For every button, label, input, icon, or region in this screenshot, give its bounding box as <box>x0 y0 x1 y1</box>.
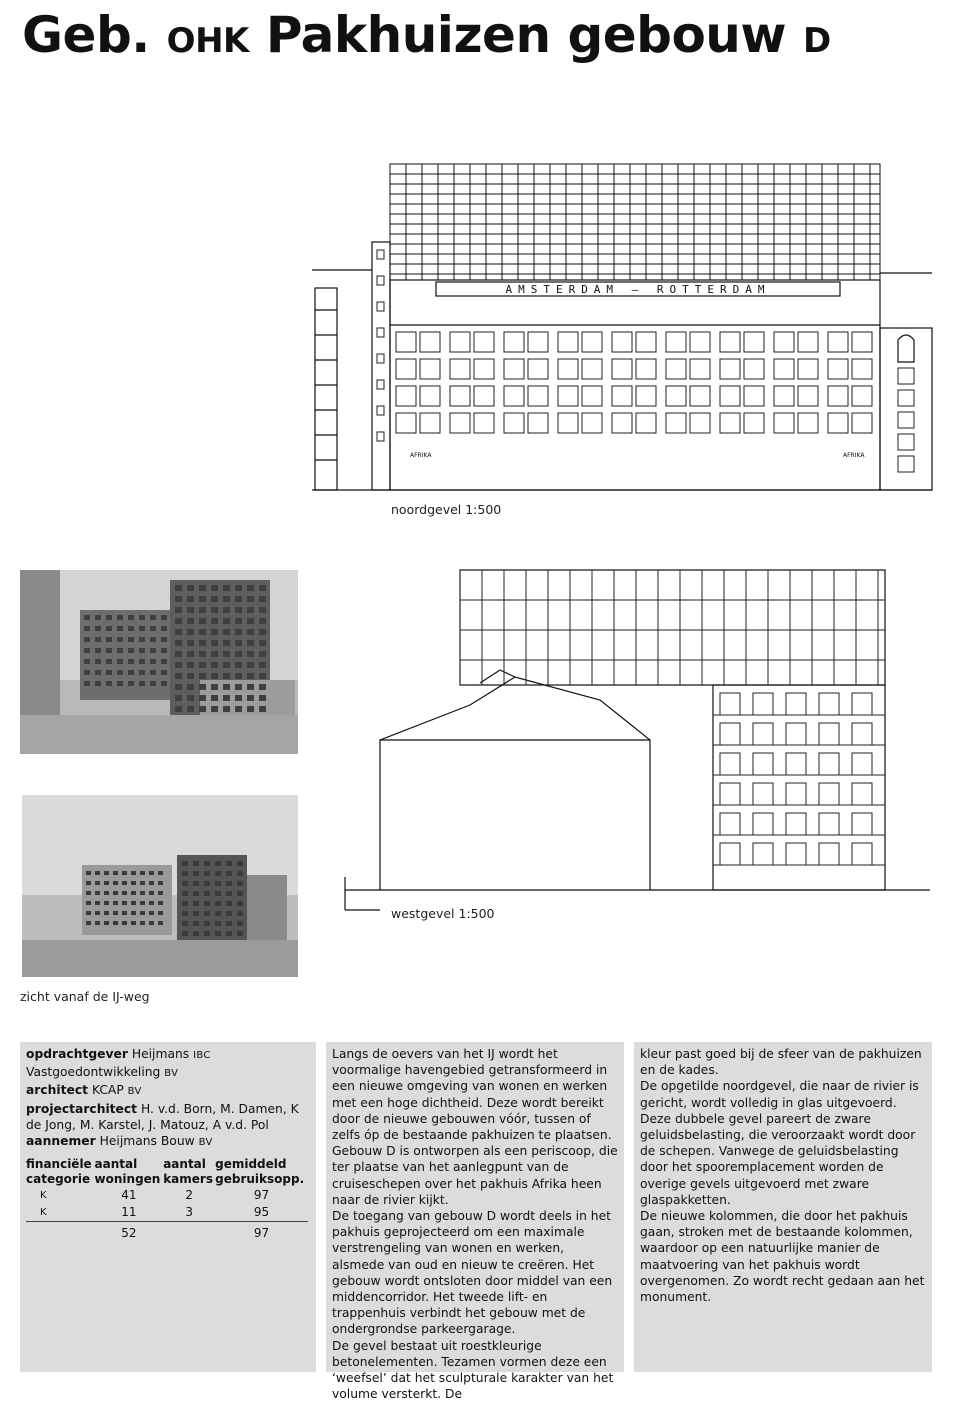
title-prefix: Geb. <box>22 6 150 64</box>
north-elevation-drawing <box>300 150 940 500</box>
north-elevation-caption: noordgevel 1:500 <box>391 502 502 517</box>
credits-panel <box>20 1042 316 1372</box>
paragraph: De toegang van gebouw D wordt deels in het pakhuis geprojecteerd om een maximale verstrengeling van wonen en werken, alsmede van oud en nieuw te creëren. Het gebouw wordt ontsloten door middel van een middencorridor. Het tweede lift- en trappenhuis verbindt het gebouw met de ondergrondse parkeergarage. <box>332 1209 613 1337</box>
title-code: OHK <box>166 21 249 61</box>
paragraph: kleur past goed bij de sfeer van de pakhuizen en de kades. <box>640 1047 922 1078</box>
sign-main-text: AMSTERDAM — ROTTERDAM <box>505 283 771 296</box>
page-title <box>22 4 831 72</box>
paragraph: Langs de oevers van het IJ wordt het voormalige havengebied getransformeerd in een nieuwe omgeving van wonen en werken met een hoge dichtheid. Deze wordt bereikt door de nieuwe gebouwen vóór, tussen of zelfs óp de bestaande pakhuizen te plaatsen. <box>332 1047 612 1143</box>
table-totals-row: 52 97 <box>26 1222 308 1243</box>
west-elevation-caption: westgevel 1:500 <box>391 906 495 921</box>
paragraph: De opgetilde noordgevel, die naar de rivier is gericht, wordt volledig in glas uitgevoerd. Deze dubbele gevel pareert de zware geluidsbelasting, die veroorzaakt wordt door de schepen. Vanwege de geluidsbelasting door het spooremplacement worden de overige gevels uitgevoerd met zware glaspakketten. <box>640 1079 919 1207</box>
paragraph: Gebouw D is ontworpen als een periscoop, die ter plaatse van het aanlegpunt van de cruiseschepen over het pakhuis Afrika heen naar de rivier kijkt. <box>332 1144 618 1207</box>
credit-client: opdrachtgever Heijmans IBC Vastgoedontwikkeling BV <box>26 1047 211 1080</box>
table-row: K 11 3 95 <box>40 1205 270 1220</box>
title-name: Pakhuizen gebouw <box>265 6 787 64</box>
housing-stats-table <box>26 1157 308 1242</box>
rendering-photo-top <box>20 570 298 754</box>
credit-architect: architect KCAP BV <box>26 1083 142 1098</box>
paragraph: De nieuwe kolommen, die door het pakhuis gaan, stroken met de bestaande kolommen, waardoor op een natuurlijke manier de maatvoering van het pakhuis wordt overgenomen. Zo wordt recht gedaan aan het monument. <box>640 1209 925 1305</box>
table-row: K 41 2 97 <box>40 1188 270 1203</box>
rendering-photo-bottom <box>22 795 298 977</box>
title-suffix: D <box>803 21 831 61</box>
description-column-2 <box>326 1042 624 1402</box>
table-header-row: financiële categorie aantal woningen aantal kamers gemiddeld gebruiksopp. <box>26 1157 305 1187</box>
credit-contractor: aannemer Heijmans Bouw BV <box>26 1134 213 1149</box>
credit-project-architect: projectarchitect H. v.d. Born, M. Damen, K de Jong, M. Karstel, J. Matouz, A v.d. Pol <box>26 1101 299 1132</box>
paragraph: De gevel bestaat uit roestkleurige betonelementen. Tezamen vormen deze een ‘weefsel’ dat het sculpturale karakter van het volume versterkt. De <box>332 1338 614 1402</box>
sign-right-text: AFRIKA <box>843 452 865 459</box>
west-elevation-drawing <box>340 565 940 915</box>
description-column-3 <box>634 1042 932 1372</box>
sign-left-text: AFRIKA <box>410 452 432 459</box>
photos-caption: zicht vanaf de IJ-weg <box>20 989 150 1004</box>
